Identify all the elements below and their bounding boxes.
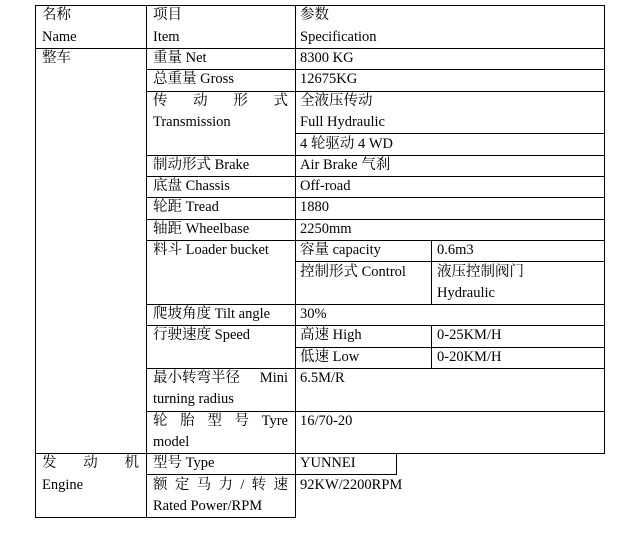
header-spec-en: Specification	[300, 29, 377, 45]
engine-char-1: 发	[42, 455, 57, 471]
tyre-char-4: 号	[234, 413, 249, 429]
value-tread: 1880	[300, 199, 329, 215]
item-tyre-line2: model	[153, 434, 190, 450]
rule-right	[604, 5, 605, 454]
tyre-en-start: Tyre	[261, 413, 288, 429]
item-turning-line1	[153, 368, 288, 389]
value-gross: 12675KG	[300, 71, 358, 87]
item-transmission-en: Transmission	[153, 114, 231, 130]
item-wheelbase: 轴距 Wheelbase	[153, 221, 250, 237]
value-speed-high: 0-25KM/H	[437, 327, 502, 343]
header-name-en: Name	[42, 29, 77, 45]
tyre-char-3: 型	[207, 413, 222, 429]
header-spec-cn: 参数	[300, 7, 329, 23]
item-loader: 料斗 Loader bucket	[153, 242, 269, 258]
value-wheelbase: 2250mm	[300, 221, 352, 237]
header-item-en: Item	[153, 29, 180, 45]
value-transmission-1: 全液压传动	[300, 93, 373, 109]
item-engine-type: 型号 Type	[153, 455, 215, 471]
value-brake: Air Brake 气刹	[300, 157, 391, 173]
power-char-4: 力	[218, 477, 233, 493]
rule-col3-speed	[431, 325, 432, 369]
item-brake: 制动形式 Brake	[153, 157, 250, 173]
value-chassis: Off-road	[300, 178, 351, 194]
item-rated-power-line1	[153, 475, 288, 496]
value-engine-type: YUNNEI	[300, 455, 356, 471]
power-char-7: 速	[273, 477, 288, 493]
turning-cn: 最小转弯半径	[153, 370, 240, 386]
item-turning-line2: turning radius	[153, 391, 234, 407]
item-transmission-cn	[153, 91, 288, 112]
group-engine-en: Engine	[42, 477, 84, 493]
trans-char-1: 传	[153, 93, 168, 109]
power-char-1: 额	[153, 477, 168, 493]
rule-col1	[146, 5, 147, 518]
value-turning: 6.5M/R	[300, 370, 345, 386]
power-char-6: 转	[251, 477, 267, 493]
group-engine-cn	[42, 453, 139, 474]
label-control: 控制形式 Control	[300, 264, 406, 280]
item-rated-power-line2: Rated Power/RPM	[153, 498, 263, 514]
value-rated-power: 92KW/2200RPM	[300, 477, 403, 493]
item-net: 重量 Net	[153, 50, 207, 66]
rule-col3-engine	[396, 453, 397, 475]
engine-char-3: 机	[124, 455, 139, 471]
power-char-5: /	[240, 477, 245, 493]
value-control-2: Hydraulic	[437, 285, 495, 301]
power-char-3: 马	[196, 477, 212, 493]
engine-char-2: 动	[83, 455, 98, 471]
item-gross: 总重量 Gross	[153, 71, 234, 87]
header-name-cn: 名称	[42, 7, 71, 23]
item-tilt: 爬坡角度 Tilt angle	[153, 306, 271, 322]
power-char-2: 定	[174, 477, 190, 493]
rule-col3-loader	[431, 240, 432, 305]
item-speed: 行驶速度 Speed	[153, 327, 251, 343]
group-vehicle: 整车	[42, 50, 71, 66]
header-item-cn: 项目	[153, 7, 182, 23]
rule-bottom	[35, 517, 295, 518]
value-net: 8300 KG	[300, 50, 354, 66]
value-transmission-3: 4 轮驱动 4 WD	[300, 136, 394, 152]
tyre-char-2: 胎	[180, 413, 195, 429]
turning-en-start: Mini	[259, 370, 288, 386]
item-tread: 轮距 Tread	[153, 199, 219, 215]
label-speed-low: 低速 Low	[300, 349, 360, 365]
trans-char-3: 形	[233, 93, 248, 109]
trans-char-2: 动	[193, 93, 208, 109]
value-tilt: 30%	[300, 306, 327, 322]
label-speed-high: 高速 High	[300, 327, 362, 343]
value-transmission-2: Full Hydraulic	[300, 114, 385, 130]
value-control-1: 液压控制阀门	[437, 264, 524, 280]
rule-col2	[295, 5, 296, 518]
item-tyre-line1	[153, 411, 288, 432]
item-chassis: 底盘 Chassis	[153, 178, 230, 194]
value-speed-low: 0-20KM/H	[437, 349, 502, 365]
value-capacity: 0.6m3	[437, 242, 474, 258]
rule-left	[35, 5, 36, 518]
tyre-char-1: 轮	[153, 413, 168, 429]
label-capacity: 容量 capacity	[300, 242, 381, 258]
value-tyre: 16/70-20	[300, 413, 353, 429]
trans-char-4: 式	[273, 93, 288, 109]
